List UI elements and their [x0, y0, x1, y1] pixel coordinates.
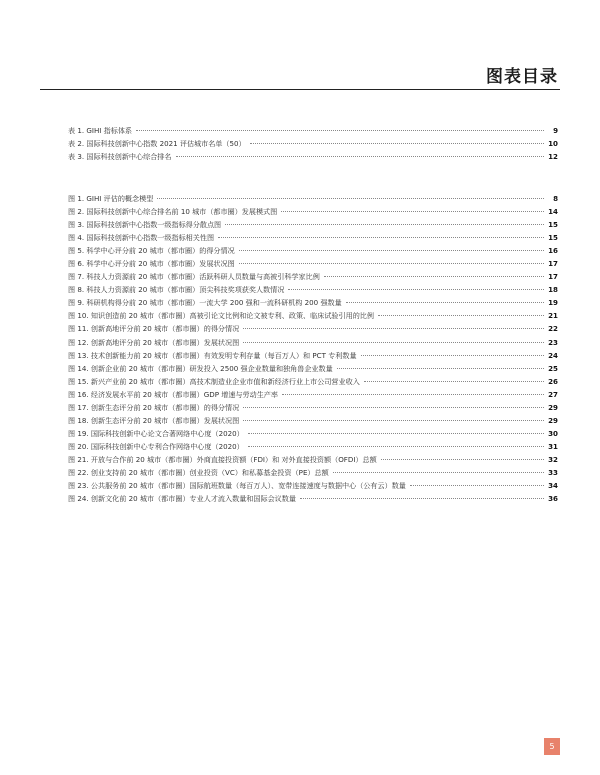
dot-leader: [346, 295, 544, 303]
dot-leader: [243, 413, 544, 421]
toc-entry-label: 图 14. 创新企业前 20 城市（都市圈）研发投入 2500 强企业数量和独角兽企业数量: [68, 363, 333, 373]
toc-entry-page: 33: [548, 467, 558, 477]
toc-entry-label: 图 4. 国际科技创新中心指数一级指标相关性图: [68, 233, 215, 243]
toc-entry-page: 27: [548, 389, 558, 399]
toc-entry-label: 图 20. 国际科技创新中心专利合作网络中心度（2020）: [68, 441, 244, 451]
toc-entry-label: 图 13. 技术创新能力前 20 城市（都市圈）有效发明专利存量（每百万人）和 PCT 专利数量: [68, 350, 357, 360]
toc-entry-label: 图 1. GIHI 评估的概念模型: [68, 194, 154, 203]
dot-leader: [243, 335, 544, 343]
toc-entry-page: 25: [548, 363, 558, 373]
toc-entry-page: 31: [548, 441, 558, 451]
dot-leader: [136, 123, 544, 131]
toc-entry-page: 36: [548, 494, 558, 504]
toc-entry-page: 26: [548, 376, 558, 386]
toc-entry-page: 30: [548, 428, 558, 438]
dot-leader: [176, 149, 545, 157]
toc-entry-page: 17: [548, 259, 558, 269]
toc-entry-page: 12: [548, 152, 558, 162]
toc-entry-page: 32: [548, 454, 558, 464]
dot-leader: [333, 465, 544, 473]
toc-entry-label: 图 5. 科学中心评分前 20 城市（都市圈）的得分情况: [68, 246, 235, 256]
toc-entry-label: 图 15. 新兴产业前 20 城市（都市圈）高技术制造业企业市值和新经济行业上市公司营业收入: [68, 376, 360, 386]
dot-leader: [248, 426, 544, 434]
toc-entry-label: 图 21. 开放与合作前 20 城市（都市圈）外商直接投资额（FDI）和 对外直接投资额（OFDI）总额: [68, 454, 377, 464]
toc-entry-label: 图 23. 公共服务前 20 城市（都市圈）国际航班数量（每百万人）、宽带连接速度与数据中心（公有云）数量: [68, 481, 406, 491]
toc-entry-label: 图 17. 创新生态评分前 20 城市（都市圈）的得分情况: [68, 402, 240, 412]
dot-leader: [337, 361, 544, 369]
toc-entry-page: 29: [548, 402, 558, 412]
table-list: [68, 124, 558, 163]
dot-leader: [225, 217, 544, 225]
toc-entry-page: 24: [548, 350, 558, 360]
toc-entry-label: 图 10. 知识创造前 20 城市（都市圈）高被引论文比例和论文被专利、政策、临床试验引用的比例: [68, 311, 374, 321]
dot-leader: [364, 374, 544, 382]
toc-entry-page: 14: [548, 207, 558, 217]
dot-leader: [239, 256, 544, 264]
toc-entry-label: 图 8. 科技人力资源前 20 城市（都市圈）顶尖科技奖项获奖人数情况: [68, 285, 285, 295]
dot-leader: [288, 282, 544, 290]
toc-entry-label: 图 18. 创新生态评分前 20 城市（都市圈）发展状况图: [68, 415, 240, 425]
toc-entry-label: 图 7. 科技人力资源前 20 城市（都市圈）活跃科研人员数量与高被引科学家比例: [68, 272, 320, 282]
toc-entry-page: 9: [553, 126, 558, 135]
toc-entry-page: 19: [548, 298, 558, 308]
toc-entry-label: 图 11. 创新高地评分前 20 城市（都市圈）的得分情况: [68, 324, 240, 334]
dot-leader: [361, 348, 544, 356]
dot-leader: [300, 491, 544, 499]
toc-entry-label: 表 2. 国际科技创新中心指数 2021 评估城市名单（50）: [68, 139, 246, 149]
dot-leader: [243, 321, 544, 329]
toc-entry-label: 图 9. 科研机构得分前 20 城市（都市圈）一流大学 200 强和一流科研机构 200 强数量: [68, 298, 342, 308]
toc-entry-page: 22: [548, 324, 558, 334]
dot-leader: [239, 243, 544, 251]
toc-entry[interactable]: [68, 150, 558, 163]
toc-entry-label: 图 6. 科学中心评分前 20 城市（都市圈）发展状况图: [68, 259, 235, 269]
toc-entry-page: 18: [548, 285, 558, 295]
dot-leader: [243, 400, 544, 408]
dot-leader: [324, 269, 544, 277]
toc-entry-label: 图 12. 创新高地评分前 20 城市（都市圈）发展状况图: [68, 337, 240, 347]
dot-leader: [157, 191, 544, 199]
toc-entry-page: 17: [548, 272, 558, 282]
dot-leader: [248, 439, 544, 447]
dot-leader: [381, 452, 544, 460]
toc-entry-label: 图 16. 经济发展水平前 20 城市（都市圈）GDP 增速与劳动生产率: [68, 389, 278, 399]
toc-entry-page: 29: [548, 415, 558, 425]
toc-entry-page: 21: [548, 311, 558, 321]
toc-entry-page: 8: [553, 194, 558, 203]
title-divider: [40, 89, 560, 90]
dot-leader: [410, 478, 544, 486]
toc-entry-label: 表 3. 国际科技创新中心综合排名: [68, 152, 172, 162]
toc-entry-label: 图 2. 国际科技创新中心综合排名前 10 城市（都市圈）发展模式图: [68, 207, 278, 217]
toc-entry-label: 图 24. 创新文化前 20 城市（都市圈）专业人才流入数量和国际会议数量: [68, 494, 296, 504]
dot-leader: [250, 136, 544, 144]
toc-entry-label: 表 1. GIHI 指标体系: [68, 126, 133, 135]
figure-list: [68, 192, 558, 505]
dot-leader: [218, 230, 544, 238]
toc-entry-page: 15: [548, 233, 558, 243]
toc-entry-label: 图 3. 国际科技创新中心指数一级指标得分散点图: [68, 220, 222, 230]
toc-entry[interactable]: [68, 492, 558, 505]
toc-entry-page: 15: [548, 220, 558, 230]
toc-entry-page: 10: [548, 139, 558, 149]
toc-entry-label: 图 19. 国际科技创新中心论文合著网络中心度（2020）: [68, 428, 244, 438]
dot-leader: [282, 387, 544, 395]
toc-entry-page: 23: [548, 337, 558, 347]
page-title: 图表目录: [486, 67, 558, 87]
toc-entry-label: 图 22. 创业支持前 20 城市（都市圈）创业投资（VC）和私募基金投资（PE）总额: [68, 467, 329, 477]
dot-leader: [281, 204, 544, 212]
page-number: 5: [544, 738, 560, 755]
toc-entry-page: 34: [548, 481, 558, 491]
toc-entry-page: 16: [548, 246, 558, 256]
dot-leader: [378, 308, 544, 316]
